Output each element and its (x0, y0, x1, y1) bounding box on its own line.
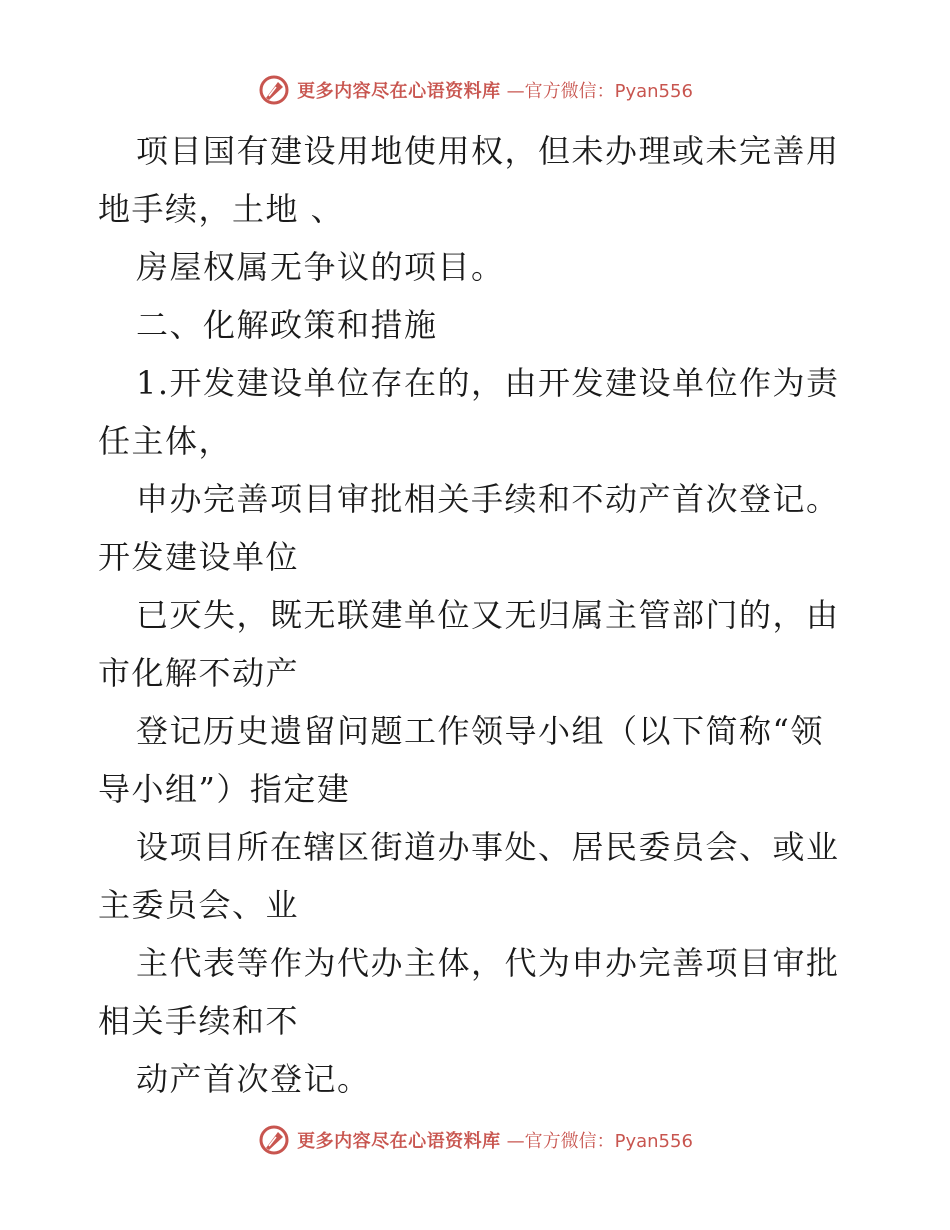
body-line: 1.开发建设单位存在的，由开发建设单位作为责 (136, 364, 840, 402)
body-line: 相关手续和不 (98, 1002, 300, 1040)
body-line: 登记历史遗留问题工作领导小组（以下简称“领 (136, 712, 824, 750)
watermark-brand: 更多内容尽在心语资料库 (297, 81, 501, 102)
body-line: 主委员会、业 (98, 886, 300, 924)
header-watermark (0, 70, 950, 110)
watermark-wechat: —官方微信：Pyan556 (506, 81, 693, 102)
body-line: 动产首次登记。 (136, 1060, 371, 1098)
body-line: 设项目所在辖区街道办事处、居民委员会、或业 (136, 828, 840, 866)
body-line: 二、化解政策和措施 (136, 306, 438, 344)
body-line: 地手续，土地 、 (98, 190, 345, 228)
body-line: 已灭失，既无联建单位又无归属主管部门的，由 (136, 596, 840, 634)
body-line: 申办完善项目审批相关手续和不动产首次登记。 (136, 480, 840, 518)
pen-nib-logo-icon (257, 73, 291, 107)
watermark-brand: 更多内容尽在心语资料库 (297, 1131, 501, 1152)
body-line: 导小组”）指定建 (98, 770, 351, 808)
body-line: 房屋权属无争议的项目。 (136, 248, 505, 286)
body-line: 主代表等作为代办主体，代为申办完善项目审批 (136, 944, 840, 982)
pen-nib-logo-icon (257, 1123, 291, 1157)
body-line: 项目国有建设用地使用权，但未办理或未完善用 (136, 132, 840, 170)
body-line: 任主体， (98, 422, 233, 460)
body-line: 开发建设单位 (98, 538, 300, 576)
watermark-wechat: —官方微信：Pyan556 (506, 1131, 693, 1152)
document-body (98, 122, 858, 1108)
body-line: 市化解不动产 (98, 654, 300, 692)
footer-watermark (0, 1120, 950, 1160)
